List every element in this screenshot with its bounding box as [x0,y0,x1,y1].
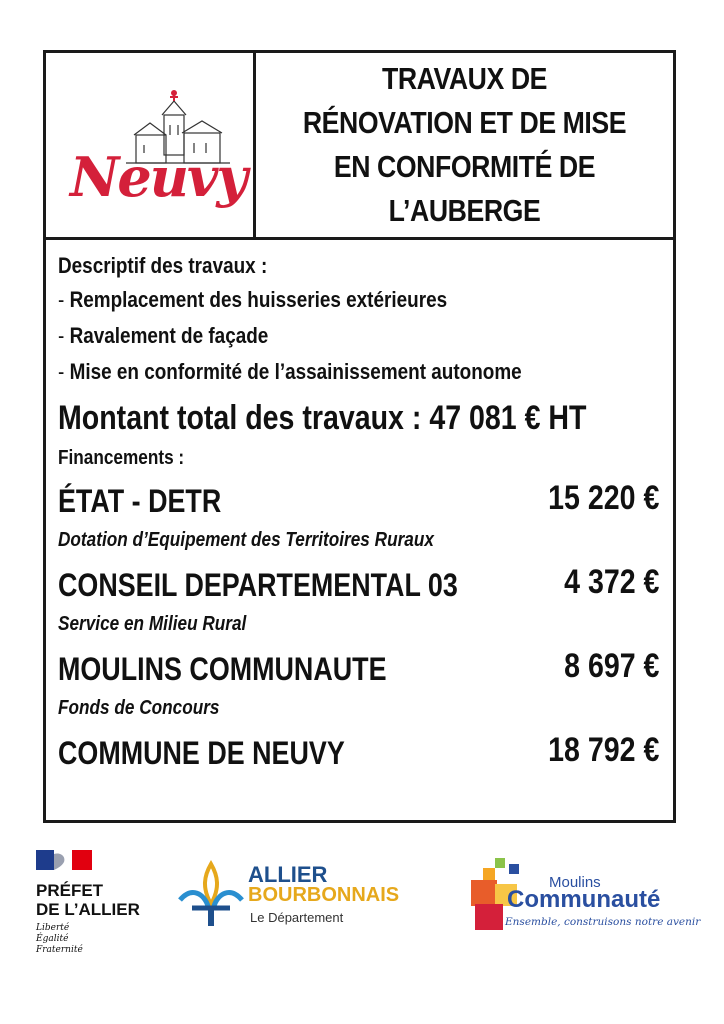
description-item-text: Mise en conformité de l’assainissement autonome [69,359,522,384]
prefet-logo [36,850,166,956]
funder-amount: 15 220 € [547,479,659,517]
funder-amount: 8 697 € [563,647,659,685]
allier-logo [178,860,428,940]
financements-label: Financements : [58,447,185,469]
total-amount: Montant total des travaux : 47 081 € HT [58,399,587,437]
funder-row [58,729,659,777]
description-heading: Descriptif des travaux : [58,253,268,278]
prefet-motto: Liberté Égalité Fraternité [36,923,83,955]
moulins-logo [465,854,701,944]
funder-row [58,645,659,693]
header-row [46,53,673,240]
description-item: - Remplacement des huisseries extérieures [58,287,448,312]
content-body [58,253,659,777]
moulins-tagline: Ensemble, construisons notre avenir [505,916,701,928]
funder-row [58,477,659,525]
funder-detail: Fonds de Concours [58,697,220,719]
description-item-text: Ravalement de façade [69,323,269,348]
page-title: TRAVAUX DE RÉNOVATION ET DE MISE EN CONFORMITÉ DE L’AUBERGE [302,61,627,228]
description-item: - Ravalement de façade [58,323,269,348]
funder-name: CONSEIL DEPARTEMENTAL 03 [58,567,458,603]
funder-name: ÉTAT - DETR [58,483,222,519]
allier-line3: Le Département [250,910,344,925]
allier-line2: BOURBONNAIS [248,884,400,906]
title-cell [256,53,673,237]
funder-detail: Service en Milieu Rural [58,613,247,635]
funder-name: COMMUNE DE NEUVY [58,735,345,771]
neuvy-logo-text: Neuvy [70,145,246,209]
description-item-text: Remplacement des huisseries extérieures [69,287,448,312]
prefet-line1: PRÉFET [36,881,104,900]
allier-line1: ALLIER [248,862,328,887]
fleur-de-lis-icon [178,860,244,930]
description-item: - Mise en conformité de l’assainissement autonome [58,359,522,384]
poster-frame [43,50,676,823]
moulins-line2: Communauté [507,886,661,913]
prefet-line2: DE L’ALLIER [36,900,140,919]
funder-amount: 4 372 € [563,563,659,601]
marianne-flag-icon [36,850,92,870]
partner-logos [0,840,724,970]
moulins-line1: Moulins [549,874,601,891]
funder-row [58,561,659,609]
neuvy-logo [46,53,256,237]
funder-amount: 18 792 € [547,731,659,769]
funder-detail: Dotation d’Equipement des Territoires Ruraux [58,529,434,551]
funder-name: MOULINS COMMUNAUTE [58,651,387,687]
